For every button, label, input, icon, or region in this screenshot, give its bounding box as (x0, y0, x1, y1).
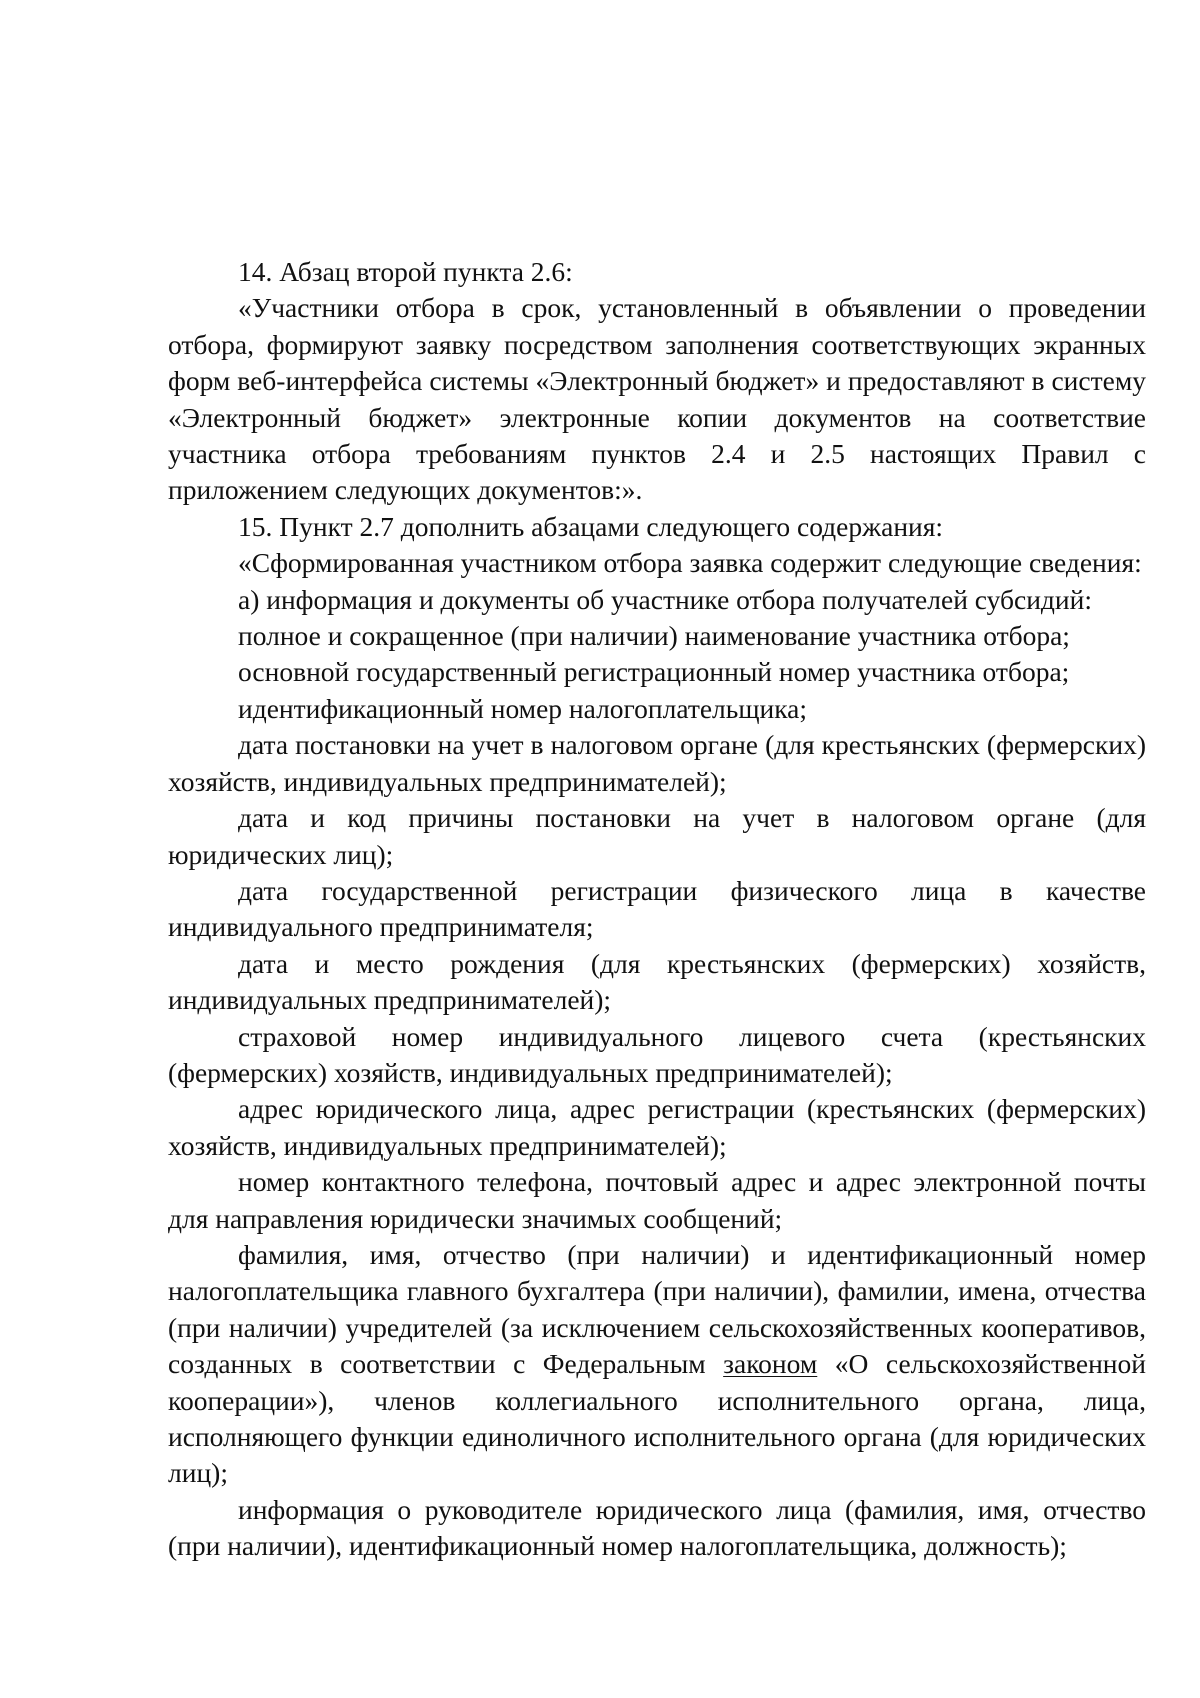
paragraph-entrepreneur-registration-date: дата государственной регистрации физического лица в качестве индивидуального предпринимателя; (168, 874, 1146, 943)
paragraph-item-15-heading: 15. Пункт 2.7 дополнить абзацами следующего содержания: (238, 510, 944, 542)
paragraph-head-info: информация о руководителе юридического лица (фамилия, имя, отчество (при наличии), идентификационный номер налогоплательщика, должность); (168, 1493, 1146, 1562)
paragraph-item-14-heading: 14. Абзац второй пункта 2.6: (238, 256, 573, 287)
paragraph-legal-address: адрес юридического лица, адрес регистрации (крестьянских (фермерских) хозяйств, индивидуальных предпринимателей); (168, 1093, 1146, 1161)
paragraph-text-before-link: фамилия, имя, отчество (при наличии) и идентификационный номер налогоплательщика главного бухгалтера (при наличии), фамилии, имена, отчества (при наличии) учредителей (за исключением сельскохозяйственных кооперативов, созданных в соответствии с Федеральным (168, 1238, 1146, 1380)
paragraph-full-name: полное и сокращенное (при наличии) наименование участника отбора; (238, 620, 1070, 652)
paragraph-text-after-link: «О сельскохозяйственной кооперации»), членов коллегиального исполнительного органа, лица, исполняющего функции единоличного исполнительного органа (для юридических лиц); (168, 1348, 1146, 1489)
paragraph-subitem-a: а) информация и документы об участнике отбора получателей субсидий: (238, 583, 1092, 615)
paragraph-ogrn: основной государственный регистрационный номер участника отбора; (238, 656, 1070, 688)
law-link[interactable]: законом (723, 1348, 818, 1380)
paragraph-founders-accountant (168, 1237, 1146, 1492)
paragraph-birth-date-place: дата и место рождения (для крестьянских (фермерских) хозяйств, индивидуальных предпринимателей); (168, 947, 1146, 1016)
paragraph-contacts: номер контактного телефона, почтовый адрес и адрес электронной почты для направления юридически значимых сообщений; (168, 1166, 1146, 1234)
paragraph-kpp-date: дата и код причины постановки на учет в налоговом органе (для юридических лиц); (168, 802, 1146, 870)
paragraph-snils: страховой номер индивидуального лицевого счета (крестьянских (фермерских) хозяйств, индивидуальных предпринимателей); (168, 1020, 1146, 1088)
paragraph-application-contents: «Сформированная участником отбора заявка содержит следующие сведения: (238, 547, 1142, 579)
paragraph-participants-application: «Участники отбора в срок, установленный в объявлении о проведении отбора, формируют заявку посредством заполнения соответствующих экранных форм веб-интерфейса системы «Электронный бюджет» и предоставляют в систему «Электронный бюджет» электронные копии документов на соответствие участника отбора требованиям пунктов 2.4 и 2.5 настоящих Правил с приложением следующих документов:». (168, 292, 1146, 506)
paragraph-inn: идентификационный номер налогоплательщика; (238, 692, 808, 724)
paragraph-tax-registration-date: дата постановки на учет в налоговом органе (для крестьянских (фермерских) хозяйств, индивидуальных предпринимателей); (168, 729, 1146, 797)
document-body (168, 254, 1146, 1565)
